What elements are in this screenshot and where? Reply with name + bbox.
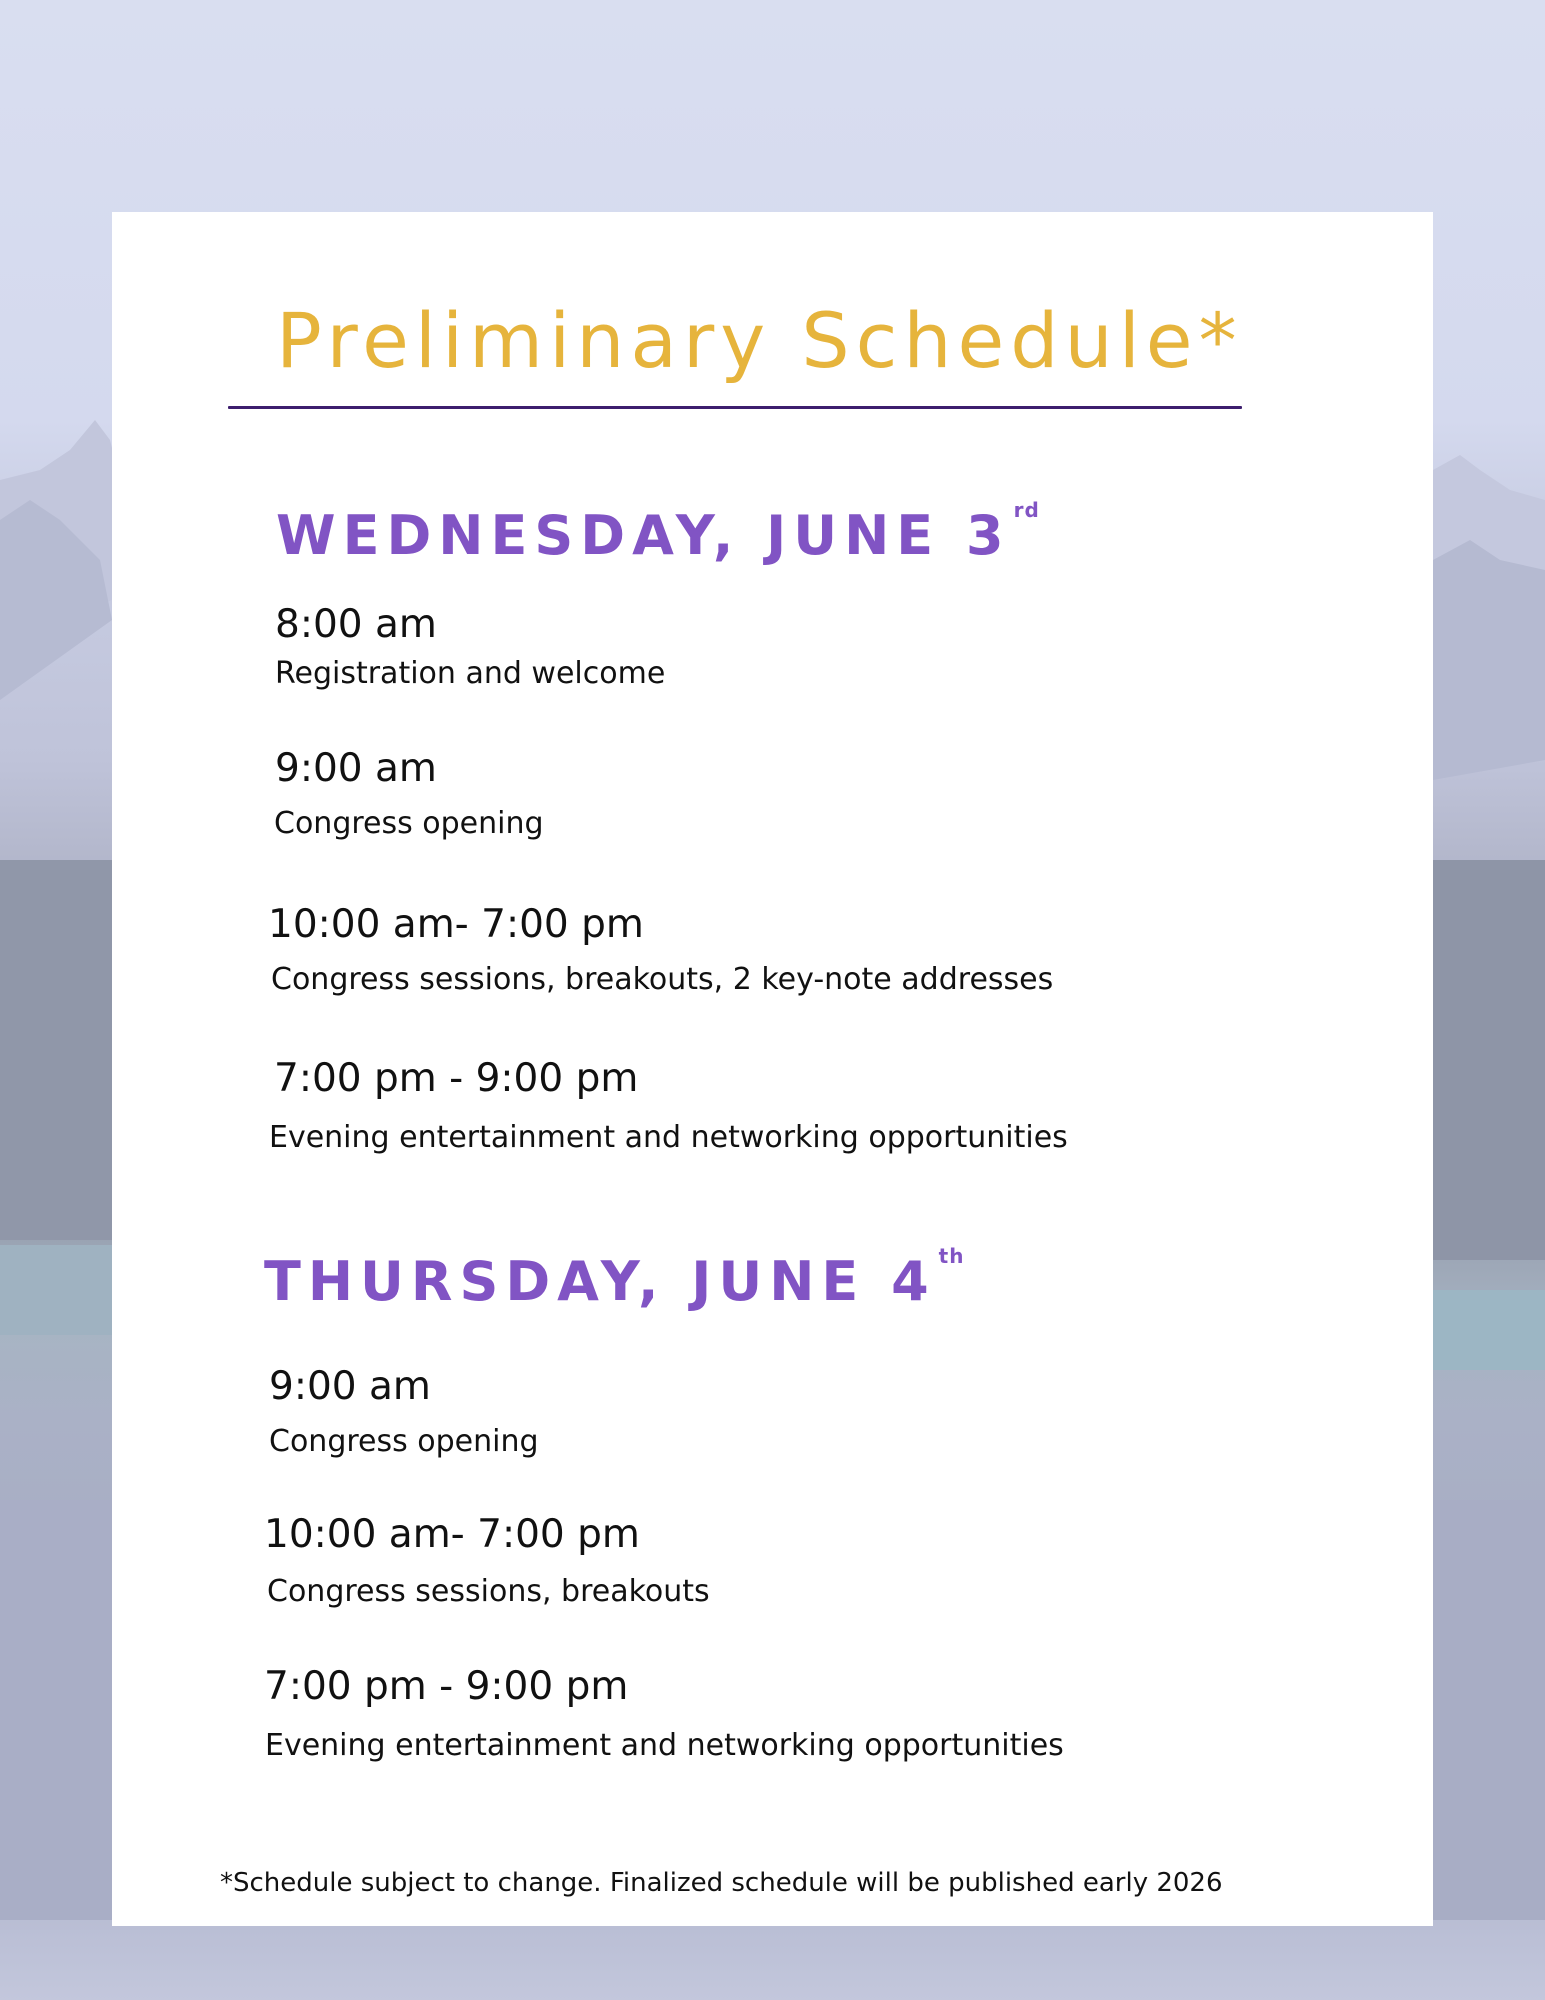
- ordinal-suffix: th: [938, 1244, 965, 1268]
- event-description: Registration and welcome: [275, 656, 666, 691]
- ordinal-suffix: rd: [1013, 498, 1040, 522]
- event-description: Congress opening: [274, 806, 544, 841]
- event-time: 8:00 am: [275, 602, 437, 647]
- event-time: 10:00 am- 7:00 pm: [268, 902, 644, 947]
- event-time: 9:00 am: [269, 1364, 431, 1409]
- event-description: Evening entertainment and networking opportunities: [269, 1120, 1068, 1155]
- event-description: Congress sessions, breakouts, 2 key-note addresses: [271, 962, 1054, 997]
- event-description: Congress sessions, breakouts: [267, 1574, 710, 1609]
- day-heading-wednesday: WEDNESDAY, JUNE 3 $^{rd}$: [276, 498, 1040, 567]
- event-description: Evening entertainment and networking opportunities: [265, 1728, 1064, 1763]
- footnote: *Schedule subject to change. Finalized schedule will be published early 2026: [220, 1868, 1223, 1898]
- page-title: Preliminary Schedule*: [276, 296, 1243, 385]
- event-time: 7:00 pm - 9:00 pm: [274, 1056, 639, 1101]
- event-time: 9:00 am: [275, 746, 437, 791]
- event-time: 10:00 am- 7:00 pm: [264, 1512, 640, 1557]
- day-heading-thursday: THURSDAY, JUNE 4 $^{th}$: [264, 1244, 965, 1313]
- event-time: 7:00 pm - 9:00 pm: [264, 1664, 629, 1709]
- title-underline: [228, 406, 1242, 409]
- event-description: Congress opening: [269, 1424, 539, 1459]
